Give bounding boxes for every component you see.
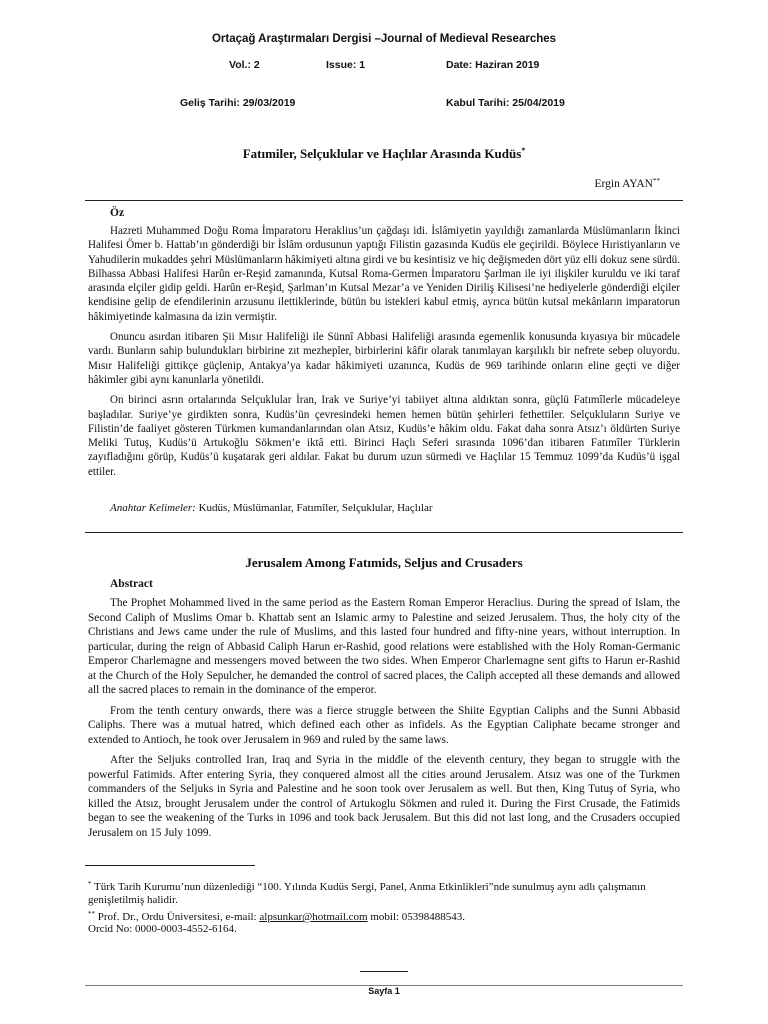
oz-paragraph: On birinci asrın ortalarında Selçuklular İran, Irak ve Suriye’yi tabiiyet altına aldıktan sonra, güçlü Fatımîlerle mücadeleye başladılar. Suriye’ye girdikten sonra, Kudüs’ün çevresindeki hemen hemen bütün şehirleri fethettiler. Selçukluların Suriye ve Filistin’de faaliyet gösteren Türkmen kumandanlarından olan Atsız, Kudüs’e hâkim oldu. Fakat daha sonra Atsız’ı öldürten Suriye Meliki Tutuş, Kudüs’ü Artukoğlu Sökmen’e iktâ etti. Birinci Haçlı Seferi sırasında 1096’dan itibaren Fatımîler Türklerin zayıfladığını görüp, Kudüs’ü kuşatarak geri aldılar. Fakat bu durum uzun sürmedi ve Haçlılar 15 Temmuz 1099’da Kudüs’ü işgal ettiler.	[88, 394, 680, 478]
issue: Issue: 1	[326, 59, 366, 71]
abstract-heading: Abstract	[110, 578, 153, 590]
accepted-date: Kabul Tarihi: 25/04/2019	[446, 97, 565, 109]
oz-paragraph: Hazreti Muhammed Doğu Roma İmparatoru Heraklius’un çağdaşı idi. İslâmiyetin yayıldığı zamanlarda Müslümanların İkinci Halifesi Ömer b. Hattab’ın gönderdiği bir İslâm ordusunun yaptığı Filistin gazasında Kudüs ele geçirildi. Böylece Hıristiyanların ve Yahudilerin mukaddes şehri Müslümanların hâkimiyeti altına girdi ve bu kesintisiz ve hiç değişmeden dört yüz elli dokuz sene sürdü. Bilhassa Abbasi Halifesi Harûn er-Reşid zamanında, Kutsal Roma-Germen İmparatoru Şarlman ile iyi ilişkiler kuruldu ve iki taraf arasında elçiler gidip geldi. Harûn er-Reşid, Şarlman’ın Kutsal Mezar’a ve Yeniden Diriliş Kilisesi’ne hediyelerle gönderdiği elçiler kendisine gelip de efendilerinin arzusunu ilettiklerinde, bütün bu istekleri kabul etmiş, ayrıca bütün kutsal mekânların imparatorun hâkimiyetinde kalmasına da izin vermiştir.	[88, 225, 680, 323]
author-footnote-mark: **	[653, 177, 660, 185]
footnote-1-mark: *	[88, 880, 92, 888]
volume: Vol.: 2	[229, 59, 260, 71]
journal-title: Ortaçağ Araştırmaları Dergisi –Journal of Medieval Researches	[211, 33, 557, 45]
footnote-1-text: Türk Tarih Kurumu’nun düzenlediği “100. Yılında Kudüs Sergi, Panel, Anma Etkinlikleri”nde sunulmuş aynı adlı çalışmanın genişletilmiş halidir.	[88, 881, 646, 906]
footnote-separator	[85, 865, 255, 866]
article-title-tr	[0, 146, 768, 162]
footnote-2-mark: **	[88, 910, 95, 918]
email-link[interactable]: alpsunkar@hotmail.com	[259, 911, 368, 923]
footnote-1	[88, 878, 688, 907]
page-number: Sayfa 1	[368, 986, 400, 996]
oz-body	[88, 224, 680, 485]
keywords	[110, 502, 433, 514]
footnote-2	[88, 908, 688, 924]
author-name: Ergin AYAN	[594, 178, 653, 190]
footnote-2-text: Prof. Dr., Ordu Üniversitesi, e-mail:	[95, 911, 260, 923]
keywords-list: Kudüs, Müslümanlar, Fatımîler, Selçuklular, Haçlılar	[195, 502, 433, 514]
oz-paragraph: Onuncu asırdan itibaren Şii Mısır Halifeliği ile Sünnî Abbasi Halifeliği arasında egemenlik konusunda kıyasıya bir mücadele vardı. Bunların sahip bulundukları birbirine zıt mezhepler, birbirlerini kâfir olarak tanımlayan karşılıklı bir nefrete sebep oluyordu. Mısır Halifeliği gittikçe güçlenip, Antakya’ya kadar hâkimiyeti uzanınca, Kudüs de 969 tarihinde onların eline geçti ve diğer hâkimler gibi aynı kanunlarla yönetildi.	[88, 331, 680, 386]
article-title-en: Jerusalem Among Fatımids, Seljus and Crusaders	[245, 555, 523, 570]
keywords-label: Anahtar Kelimeler:	[110, 502, 196, 514]
author	[595, 177, 660, 190]
abstract-paragraph: The Prophet Mohammed lived in the same period as the Eastern Roman Emperor Heraclius. During the spread of Islam, the Second Caliph of Muslims Omar b. Khattab sent an Islamic army to Palestine and seized Jerusalem. Thus, the holy city of the Christians and Jews came under the rule of Muslims, and this lasted four hundred and fifty-nine years, without interruption. In particular, during the reign of Abbasid Caliph Harun er-Rashid, good relations were established with the Holy Roman-Germanic Emperor Charlemagne and messengers moved between the two sides. When Emperor Charlemagne sent gifts to Harun er-Rashid at the Church of the Holy Sepulcher, he demanded the control of sacred places, the Caliph accepted all these demands and allowed all the sacred places to remain in the dominance of the emperor.	[88, 597, 680, 696]
middle-rule	[85, 532, 683, 533]
footnote-2-tail: mobil: 05398488543.	[367, 911, 466, 923]
received-date: Geliş Tarihi: 29/03/2019	[180, 97, 296, 109]
abstract-paragraph: After the Seljuks controlled Iran, Iraq and Syria in the middle of the eleventh century, they began to struggle with the powerful Fatimids. After entering Syria, they conquered almost all the cities around Jerusalem. Atsız was one of the Turkmen commanders of the Seljuks in Syria and Palestine and he soon took over Jerusalem as well. But then, King Tutuş of Syria, who killed the Atsız, brought Jerusalem under the control of Artukoglu Sökmen and ruled it. During the First Crusade, the Fatimids began to see the weakening of the Turks in 1096 and took back Jerusalem. But this did not last long, and the Crusaders occupied Jerusalem on 15 July 1099.	[88, 754, 680, 839]
page-number-rule	[360, 971, 408, 972]
article-title-tr-text: Fatımiler, Selçuklular ve Haçlılar Arasında Kudüs	[242, 146, 522, 161]
oz-heading: Öz	[110, 207, 125, 219]
top-rule	[85, 200, 683, 201]
orcid: Orcid No: 0000-0003-4552-6164.	[88, 923, 237, 935]
abstract-paragraph: From the tenth century onwards, there was a fierce struggle between the Shiite Egyptian Caliphs and the Sunni Abbasid Caliphs. There was a mutual hatred, which defined each other as infidels. As the Egyptian Caliphate became stronger and extended to Antioch, he took over Jerusalem in 969 and ruled by the same laws.	[88, 704, 680, 746]
publication-date: Date: Haziran 2019	[446, 59, 540, 71]
abstract-body	[88, 596, 680, 846]
title-footnote-mark: *	[521, 146, 526, 155]
